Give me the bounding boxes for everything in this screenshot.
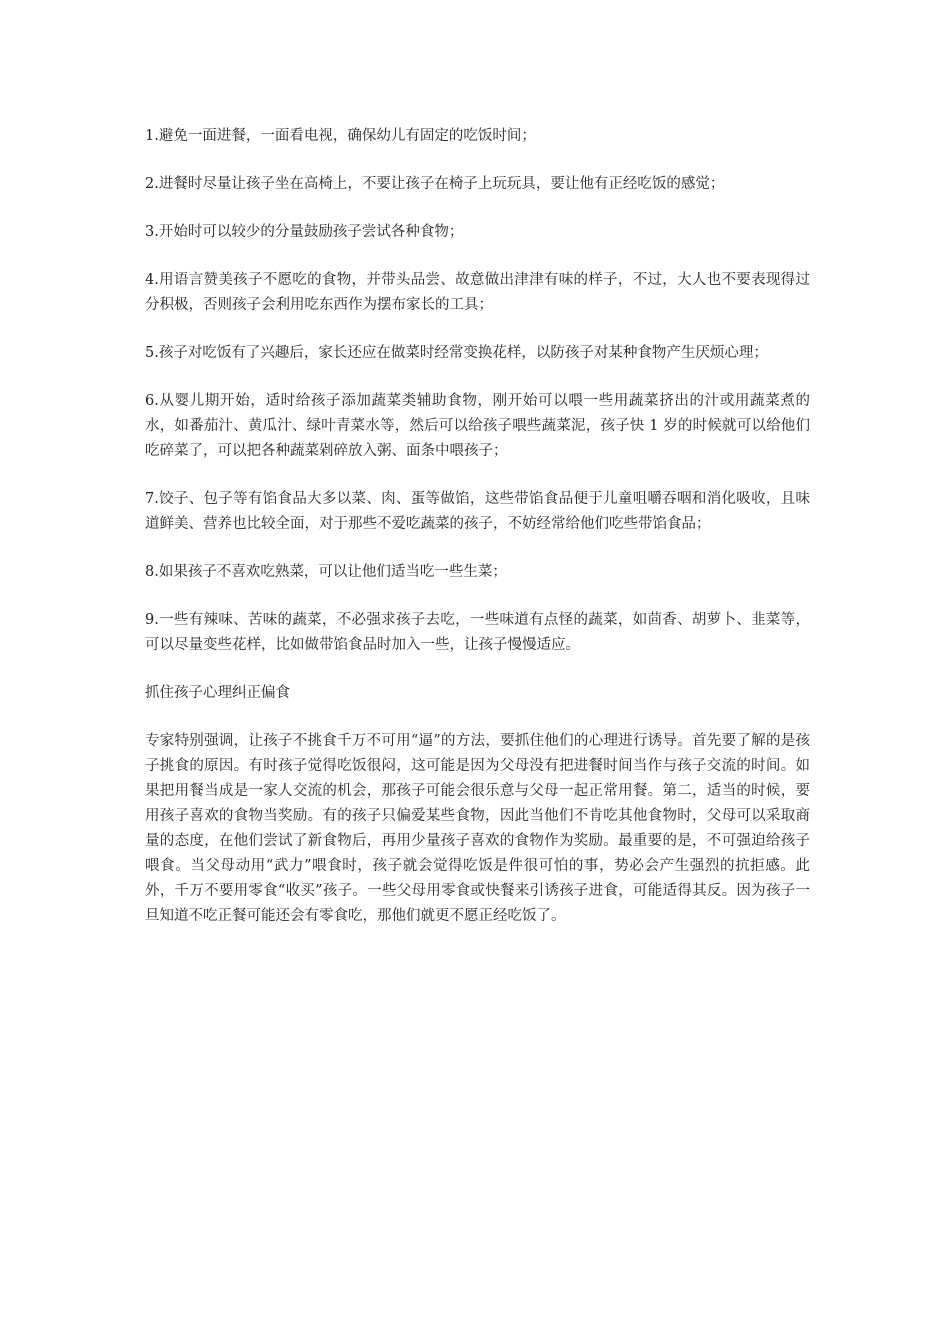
document-page xyxy=(145,124,810,952)
tip-paragraph-9: 9.一些有辣味、苦味的蔬菜，不必强求孩子去吃，一些味道有点怪的蔬菜，如茴香、胡萝卜、韭菜等，可以尽量变些花样，比如做带馅食品时加入一些，让孩子慢慢适应。 xyxy=(145,612,810,653)
tip-paragraph-3: 3.开始时可以较少的分量鼓励孩子尝试各种食物； xyxy=(145,224,464,240)
tip-paragraph-7: 7.饺子、包子等有馅食品大多以菜、肉、蛋等做馅，这些带馅食品便于儿童咀嚼吞咽和消化吸收，且味道鲜美、营养也比较全面，对于那些不爱吃蔬菜的孩子，不妨经常给他们吃些带馅食品； xyxy=(145,491,810,532)
tip-paragraph-8: 8.如果孩子不喜欢吃熟菜，可以让他们适当吃一些生菜； xyxy=(145,564,507,580)
tip-paragraph-5: 5.孩子对吃饭有了兴趣后，家长还应在做菜时经常变换花样，以防孩子对某种食物产生厌烦心理； xyxy=(145,345,768,361)
section-heading: 抓住孩子心理纠正偏食 xyxy=(145,685,290,701)
tip-paragraph-6: 6.从婴儿期开始，适时给孩子添加蔬菜类辅助食物，刚开始可以喂一些用蔬菜挤出的汁或用蔬菜煮的水，如番茄汁、黄瓜汁、绿叶青菜水等，然后可以给孩子喂些蔬菜泥，孩子快 1 岁的时候就可以给他们吃碎菜了，可以把各种蔬菜剁碎放入粥、面条中喂孩子； xyxy=(145,393,810,459)
tip-paragraph-1: 1.避免一面进餐，一面看电视，确保幼儿有固定的吃饭时间； xyxy=(145,128,536,144)
section-body: 专家特别强调，让孩子不挑食千万不可用“逼”的方法，要抓住他们的心理进行诱导。首先要了解的是孩子挑食的原因。有时孩子觉得吃饭很闷，这可能是因为父母没有把进餐时间当作与孩子交流的时间。如果把用餐当成是一家人交流的机会，那孩子可能会很乐意与父母一起正常用餐。第二，适当的时候，要用孩子喜欢的食物当奖励。有的孩子只偏爱某些食物，因此当他们不肯吃其他食物时，父母可以采取商量的态度，在他们尝试了新食物后，再用少量孩子喜欢的食物作为奖励。最重要的是，不可强迫给孩子喂食。当父母动用“武力”喂食时，孩子就会觉得吃饭是件很可怕的事，势必会产生强烈的抗拒感。此外，千万不要用零食“收买”孩子。一些父母用零食或快餐来引诱孩子进食，可能适得其反。因为孩子一旦知道不吃正餐可能还会有零食吃，那他们就更不愿正经吃饭了。 xyxy=(145,733,810,924)
tip-paragraph-2: 2.进餐时尽量让孩子坐在高椅上，不要让孩子在椅子上玩玩具，要让他有正经吃饭的感觉； xyxy=(145,176,725,192)
tip-paragraph-4: 4.用语言赞美孩子不愿吃的食物，并带头品尝、故意做出津津有味的样子，不过，大人也不要表现得过分积极，否则孩子会利用吃东西作为摆布家长的工具； xyxy=(145,272,810,313)
